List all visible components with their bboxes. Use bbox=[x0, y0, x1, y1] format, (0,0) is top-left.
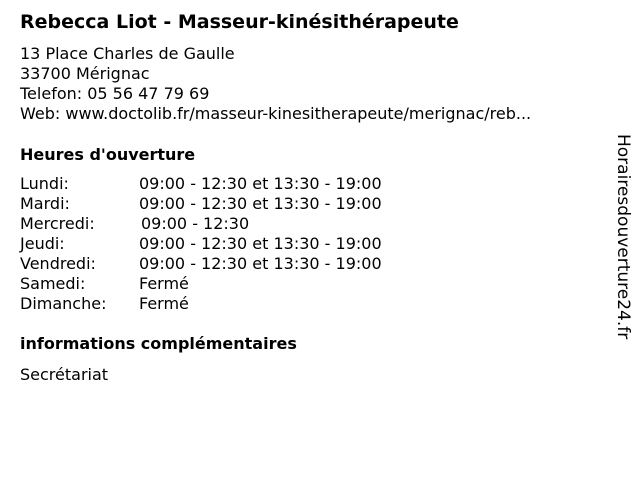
address-street: 13 Place Charles de Gaulle bbox=[20, 44, 235, 63]
day-label: Jeudi: bbox=[20, 234, 65, 253]
contact-block bbox=[20, 44, 531, 124]
phone-number: Telefon: 05 56 47 79 69 bbox=[20, 84, 210, 103]
address-city: 33700 Mérignac bbox=[20, 64, 150, 83]
time-value: 09:00 - 12:30 et 13:30 - 19:00 bbox=[139, 194, 382, 213]
time-value: 09:00 - 12:30 bbox=[141, 214, 250, 233]
time-value: 09:00 - 12:30 et 13:30 - 19:00 bbox=[139, 234, 382, 253]
additional-info-heading: informations complémentaires bbox=[20, 334, 297, 353]
day-label: Samedi: bbox=[20, 274, 86, 293]
watermark-text: Horairesdouverture24.fr bbox=[613, 134, 633, 340]
day-label: Lundi: bbox=[20, 174, 69, 193]
day-label: Vendredi: bbox=[20, 254, 96, 273]
day-label: Mercredi: bbox=[20, 214, 95, 233]
time-value: Fermé bbox=[139, 274, 189, 293]
day-label: Mardi: bbox=[20, 194, 70, 213]
website-link[interactable]: Web: www.doctolib.fr/masseur-kinesitherapeute/merignac/reb... bbox=[20, 104, 532, 123]
time-value: 09:00 - 12:30 et 13:30 - 19:00 bbox=[139, 254, 382, 273]
time-value: Fermé bbox=[139, 294, 189, 313]
day-label: Dimanche: bbox=[20, 294, 107, 313]
site-watermark bbox=[612, 134, 634, 344]
business-title: Rebecca Liot - Masseur-kinésithérapeute bbox=[20, 11, 459, 33]
opening-hours-heading: Heures d'ouverture bbox=[20, 145, 196, 164]
additional-info-text: Secrétariat bbox=[20, 365, 109, 384]
time-value: 09:00 - 12:30 et 13:30 - 19:00 bbox=[139, 174, 382, 193]
